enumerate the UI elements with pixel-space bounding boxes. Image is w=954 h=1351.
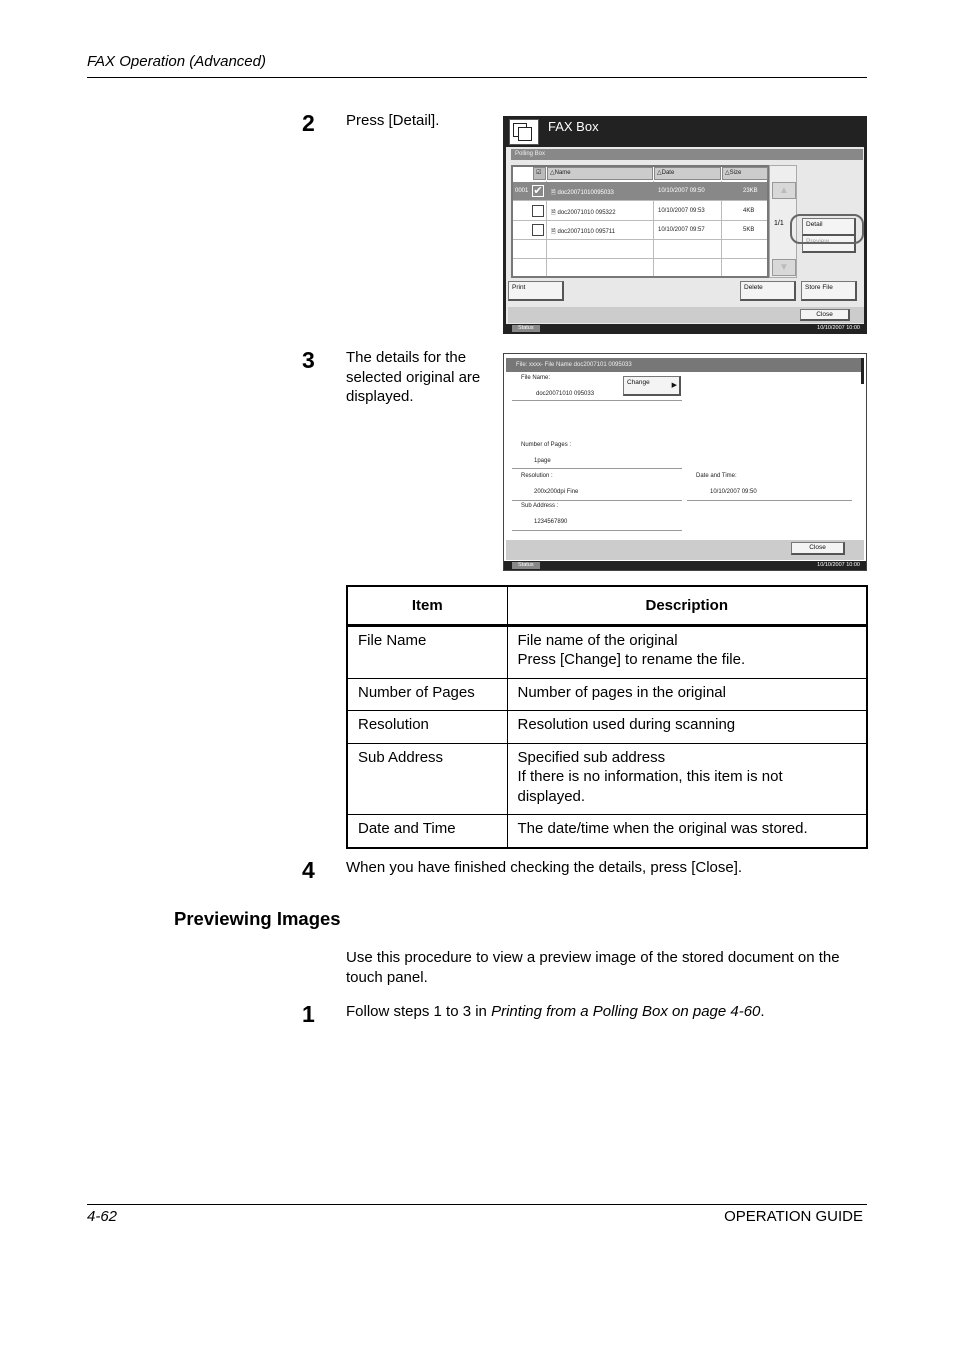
close-button[interactable]: Close (791, 542, 845, 555)
polling-box-label: Polling Box (511, 149, 863, 160)
scrollbar[interactable] (861, 358, 864, 384)
status-button[interactable]: Status (512, 325, 540, 332)
file-size: 23KB (743, 188, 758, 194)
table-row (347, 678, 867, 711)
row-checkbox[interactable] (532, 224, 544, 236)
file-name: 🗎 doc20071010 095711 (551, 229, 616, 235)
step-number: 4 (302, 857, 315, 883)
file-name-value: doc20071010 095033 (536, 391, 595, 397)
clock: 10/10/2007 10:00 (817, 325, 860, 331)
step-text: When you have finished checking the details, press [Close]. (346, 859, 743, 876)
file-row[interactable]: 0001 ✔ 🗎 doc20071010095033 10/10/2007 09:50 23KB (513, 182, 767, 201)
table-header-item: Item (347, 586, 507, 625)
section-heading: Previewing Images (174, 908, 341, 929)
status-bar (504, 324, 866, 333)
file-date: 10/10/2007 09:50 (658, 188, 705, 194)
datetime-value: 10/10/2007 09:50 (710, 489, 757, 495)
datetime-label: Date and Time: (696, 473, 737, 479)
screen-title-bar (504, 117, 866, 147)
change-button[interactable]: Change ▶ (623, 376, 681, 396)
step-number: 3 (302, 347, 315, 373)
table-row (347, 625, 867, 678)
file-name: 🗎 doc20071010 095322 (551, 210, 616, 216)
scroll-up-button[interactable]: ▲ (772, 182, 796, 199)
screen-title: FAX Box (548, 119, 599, 134)
file-date: 10/10/2007 09:57 (658, 227, 705, 233)
file-name: 🗎 doc20071010095033 (551, 190, 614, 196)
size-column-header[interactable]: △Size (722, 167, 768, 180)
clock: 10/10/2007 10:00 (817, 562, 860, 568)
name-column-header[interactable]: △Name (547, 167, 653, 180)
row-checkbox[interactable]: ✔ (533, 185, 543, 197)
file-list (511, 165, 769, 278)
file-name-label: File Name: (521, 375, 551, 381)
file-size: 4KB (743, 208, 755, 214)
status-bar (504, 561, 866, 570)
date-column-header[interactable]: △Date (654, 167, 721, 180)
delete-button[interactable]: Delete (740, 281, 796, 301)
table-cell-description: Specified sub address If there is no information, this item is not displayed. (507, 743, 867, 815)
pages-value: 1page (534, 458, 551, 464)
step-text: The details for the selected original are displayed. (346, 349, 481, 405)
resolution-value: 200x200dpi Fine (534, 489, 579, 495)
print-button[interactable]: Print (508, 281, 564, 301)
section-intro: Use this procedure to view a preview image of the stored document on the touch panel. (346, 949, 840, 986)
highlight-ring (790, 214, 864, 244)
guide-title: OPERATION GUIDE (724, 1208, 863, 1225)
row-checkbox[interactable] (532, 205, 544, 217)
page-number: 4-62 (87, 1208, 118, 1225)
table-cell-item: Number of Pages (347, 678, 507, 711)
file-row[interactable] (513, 202, 767, 221)
close-button[interactable]: Close (800, 309, 850, 321)
scroll-down-button[interactable]: ▼ (772, 259, 796, 276)
fax-box-icon (509, 119, 539, 145)
select-all-checkbox[interactable]: ☑ (533, 167, 546, 180)
step-number: 2 (302, 110, 315, 136)
table-cell-description: The date/time when the original was stored. (507, 815, 867, 848)
preview-button[interactable]: Preview (802, 235, 856, 253)
sub-address-value: 1234567890 (534, 519, 568, 525)
pages-label: Number of Pages : (521, 442, 572, 448)
sub-address-label: Sub Address : (521, 503, 559, 509)
file-date: 10/10/2007 09:53 (658, 208, 705, 214)
footer-rule (87, 1204, 867, 1205)
step-text: Press [Detail]. (346, 112, 440, 129)
table-row (347, 815, 867, 848)
cross-reference-link[interactable]: Printing from a Polling Box on page 4-60 (491, 1003, 761, 1020)
table-row (347, 743, 867, 815)
file-row[interactable] (513, 221, 767, 240)
table-header-description: Description (507, 586, 867, 625)
fax-box-screenshot (503, 116, 867, 334)
table-cell-description: Number of pages in the original (507, 678, 867, 711)
running-header: FAX Operation (Advanced) (87, 53, 266, 70)
header-rule (87, 77, 867, 78)
store-file-button[interactable]: Store File (801, 281, 857, 301)
table-cell-description: File name of the original Press [Change] to rename the file. (507, 625, 867, 678)
table-row (347, 711, 867, 744)
table-cell-item: Resolution (347, 711, 507, 744)
file-detail-screenshot (503, 353, 867, 571)
resolution-label: Resolution : (521, 473, 553, 479)
step-text: Follow steps 1 to 3 in Printing from a Polling Box on page 4-60. (346, 1003, 765, 1020)
table-cell-item: Date and Time (347, 815, 507, 848)
table-cell-item: File Name (347, 625, 507, 678)
status-button[interactable]: Status (512, 562, 540, 569)
page-indicator: 1/1 (774, 220, 784, 227)
table-cell-description: Resolution used during scanning (507, 711, 867, 744)
detail-button[interactable]: Detail (802, 218, 856, 236)
step-number: 1 (302, 1001, 315, 1027)
item-description-table (346, 585, 868, 849)
empty-row (513, 259, 767, 278)
file-size: 5KB (743, 227, 755, 233)
detail-title-bar: File: xxxx- File Name doc2007101 0095033 (506, 358, 862, 372)
empty-row (513, 240, 767, 259)
table-cell-item: Sub Address (347, 743, 507, 815)
